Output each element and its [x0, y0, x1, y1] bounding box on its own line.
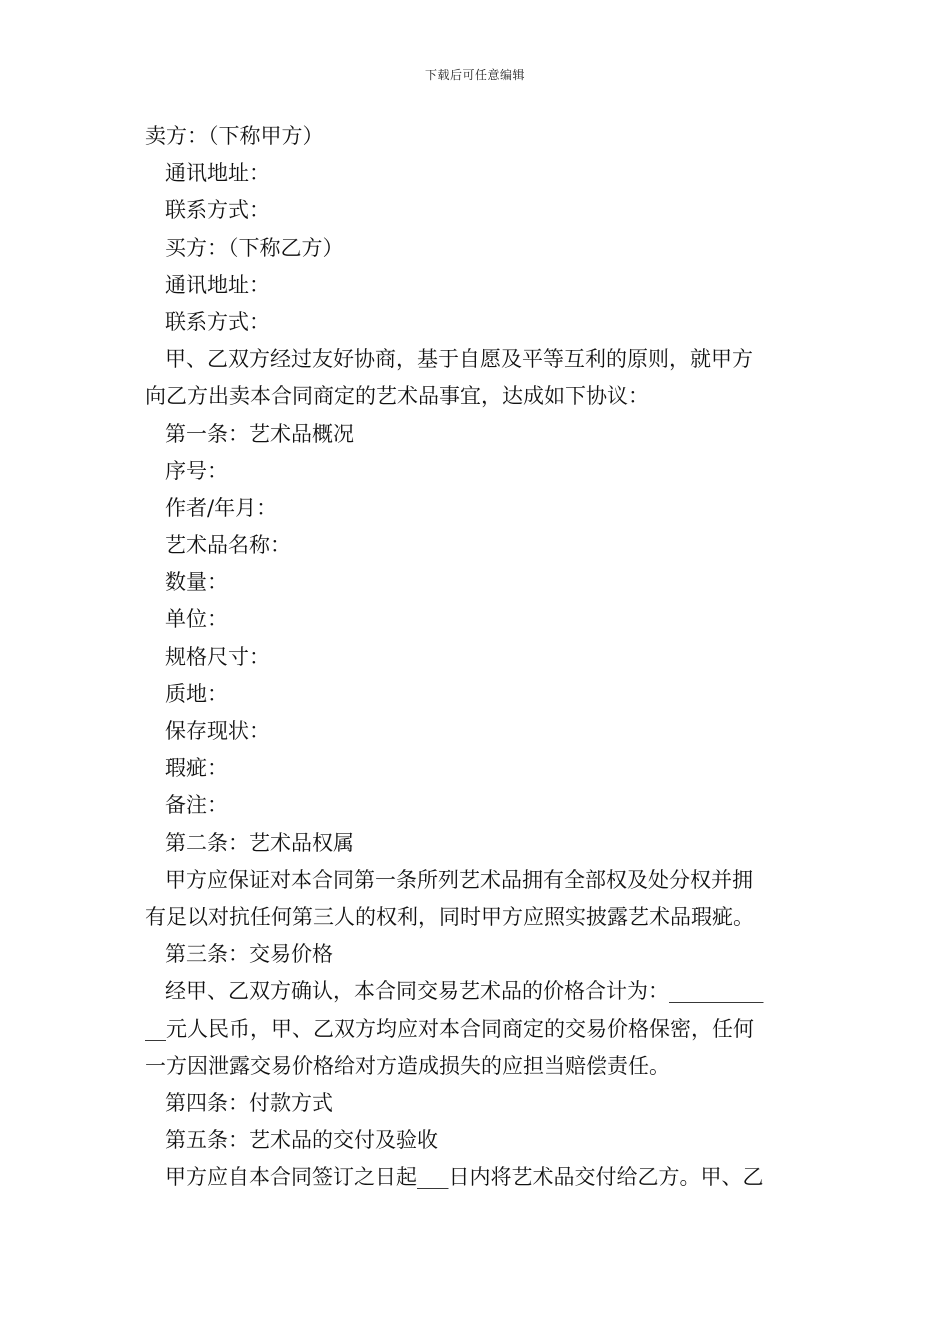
field-material: 质地：	[165, 681, 228, 706]
field-serial: 序号：	[165, 458, 228, 483]
article-2-paragraph-line-2: 有足以对抗任何第三人的权利，同时甲方应照实披露艺术品瑕疵。	[145, 904, 754, 929]
intro-paragraph-line-2: 向乙方出卖本合同商定的艺术品事宜，达成如下协议：	[145, 384, 649, 409]
buyer-address-line: 通讯地址：	[165, 272, 270, 297]
seller-line: 卖方：（下称甲方）	[145, 124, 324, 148]
intro-paragraph-line-1: 甲、乙双方经过友好协商，基于自愿及平等互利的原则，就甲方	[165, 347, 753, 372]
article-2-title: 第二条：艺术品权属	[165, 830, 354, 855]
article-3-title: 第三条：交易价格	[165, 942, 333, 967]
field-author: 作者/年月：	[165, 495, 278, 520]
article-2-paragraph-line-1: 甲方应保证对本合同第一条所列艺术品拥有全部权及处分权并拥	[165, 867, 753, 892]
field-quantity: 数量：	[165, 570, 228, 595]
field-remark: 备注：	[165, 793, 228, 818]
field-artwork-name: 艺术品名称：	[165, 533, 291, 558]
article-5-paragraph-line-1: 甲方应自本合同签订之日起___日内将艺术品交付给乙方。甲、乙	[165, 1165, 764, 1190]
buyer-contact-line: 联系方式：	[165, 309, 270, 334]
article-3-paragraph-line-3: 一方因泄露交易价格给对方造成损失的应担当赔偿责任。	[145, 1053, 670, 1078]
page-header: 下载后可任意编辑	[424, 68, 525, 82]
seller-address-line: 通讯地址：	[165, 161, 270, 186]
article-4-title: 第四条：付款方式	[165, 1090, 333, 1115]
field-condition: 保存现状：	[165, 719, 270, 743]
buyer-line: 买方：（下称乙方）	[165, 235, 344, 260]
seller-contact-line: 联系方式：	[165, 198, 270, 223]
article-1-title: 第一条：艺术品概况	[165, 421, 354, 446]
field-flaw: 瑕疵：	[165, 756, 228, 781]
field-size: 规格尺寸：	[165, 644, 270, 669]
article-3-paragraph-line-2: __元人民币，甲、乙双方均应对本合同商定的交易价格保密，任何	[145, 1016, 754, 1041]
article-5-title: 第五条：艺术品的交付及验收	[165, 1128, 438, 1153]
field-unit: 单位：	[165, 607, 228, 632]
article-3-paragraph-line-1: 经甲、乙双方确认，本合同交易艺术品的价格合计为：_________	[165, 979, 764, 1004]
contract-body	[145, 118, 807, 1196]
